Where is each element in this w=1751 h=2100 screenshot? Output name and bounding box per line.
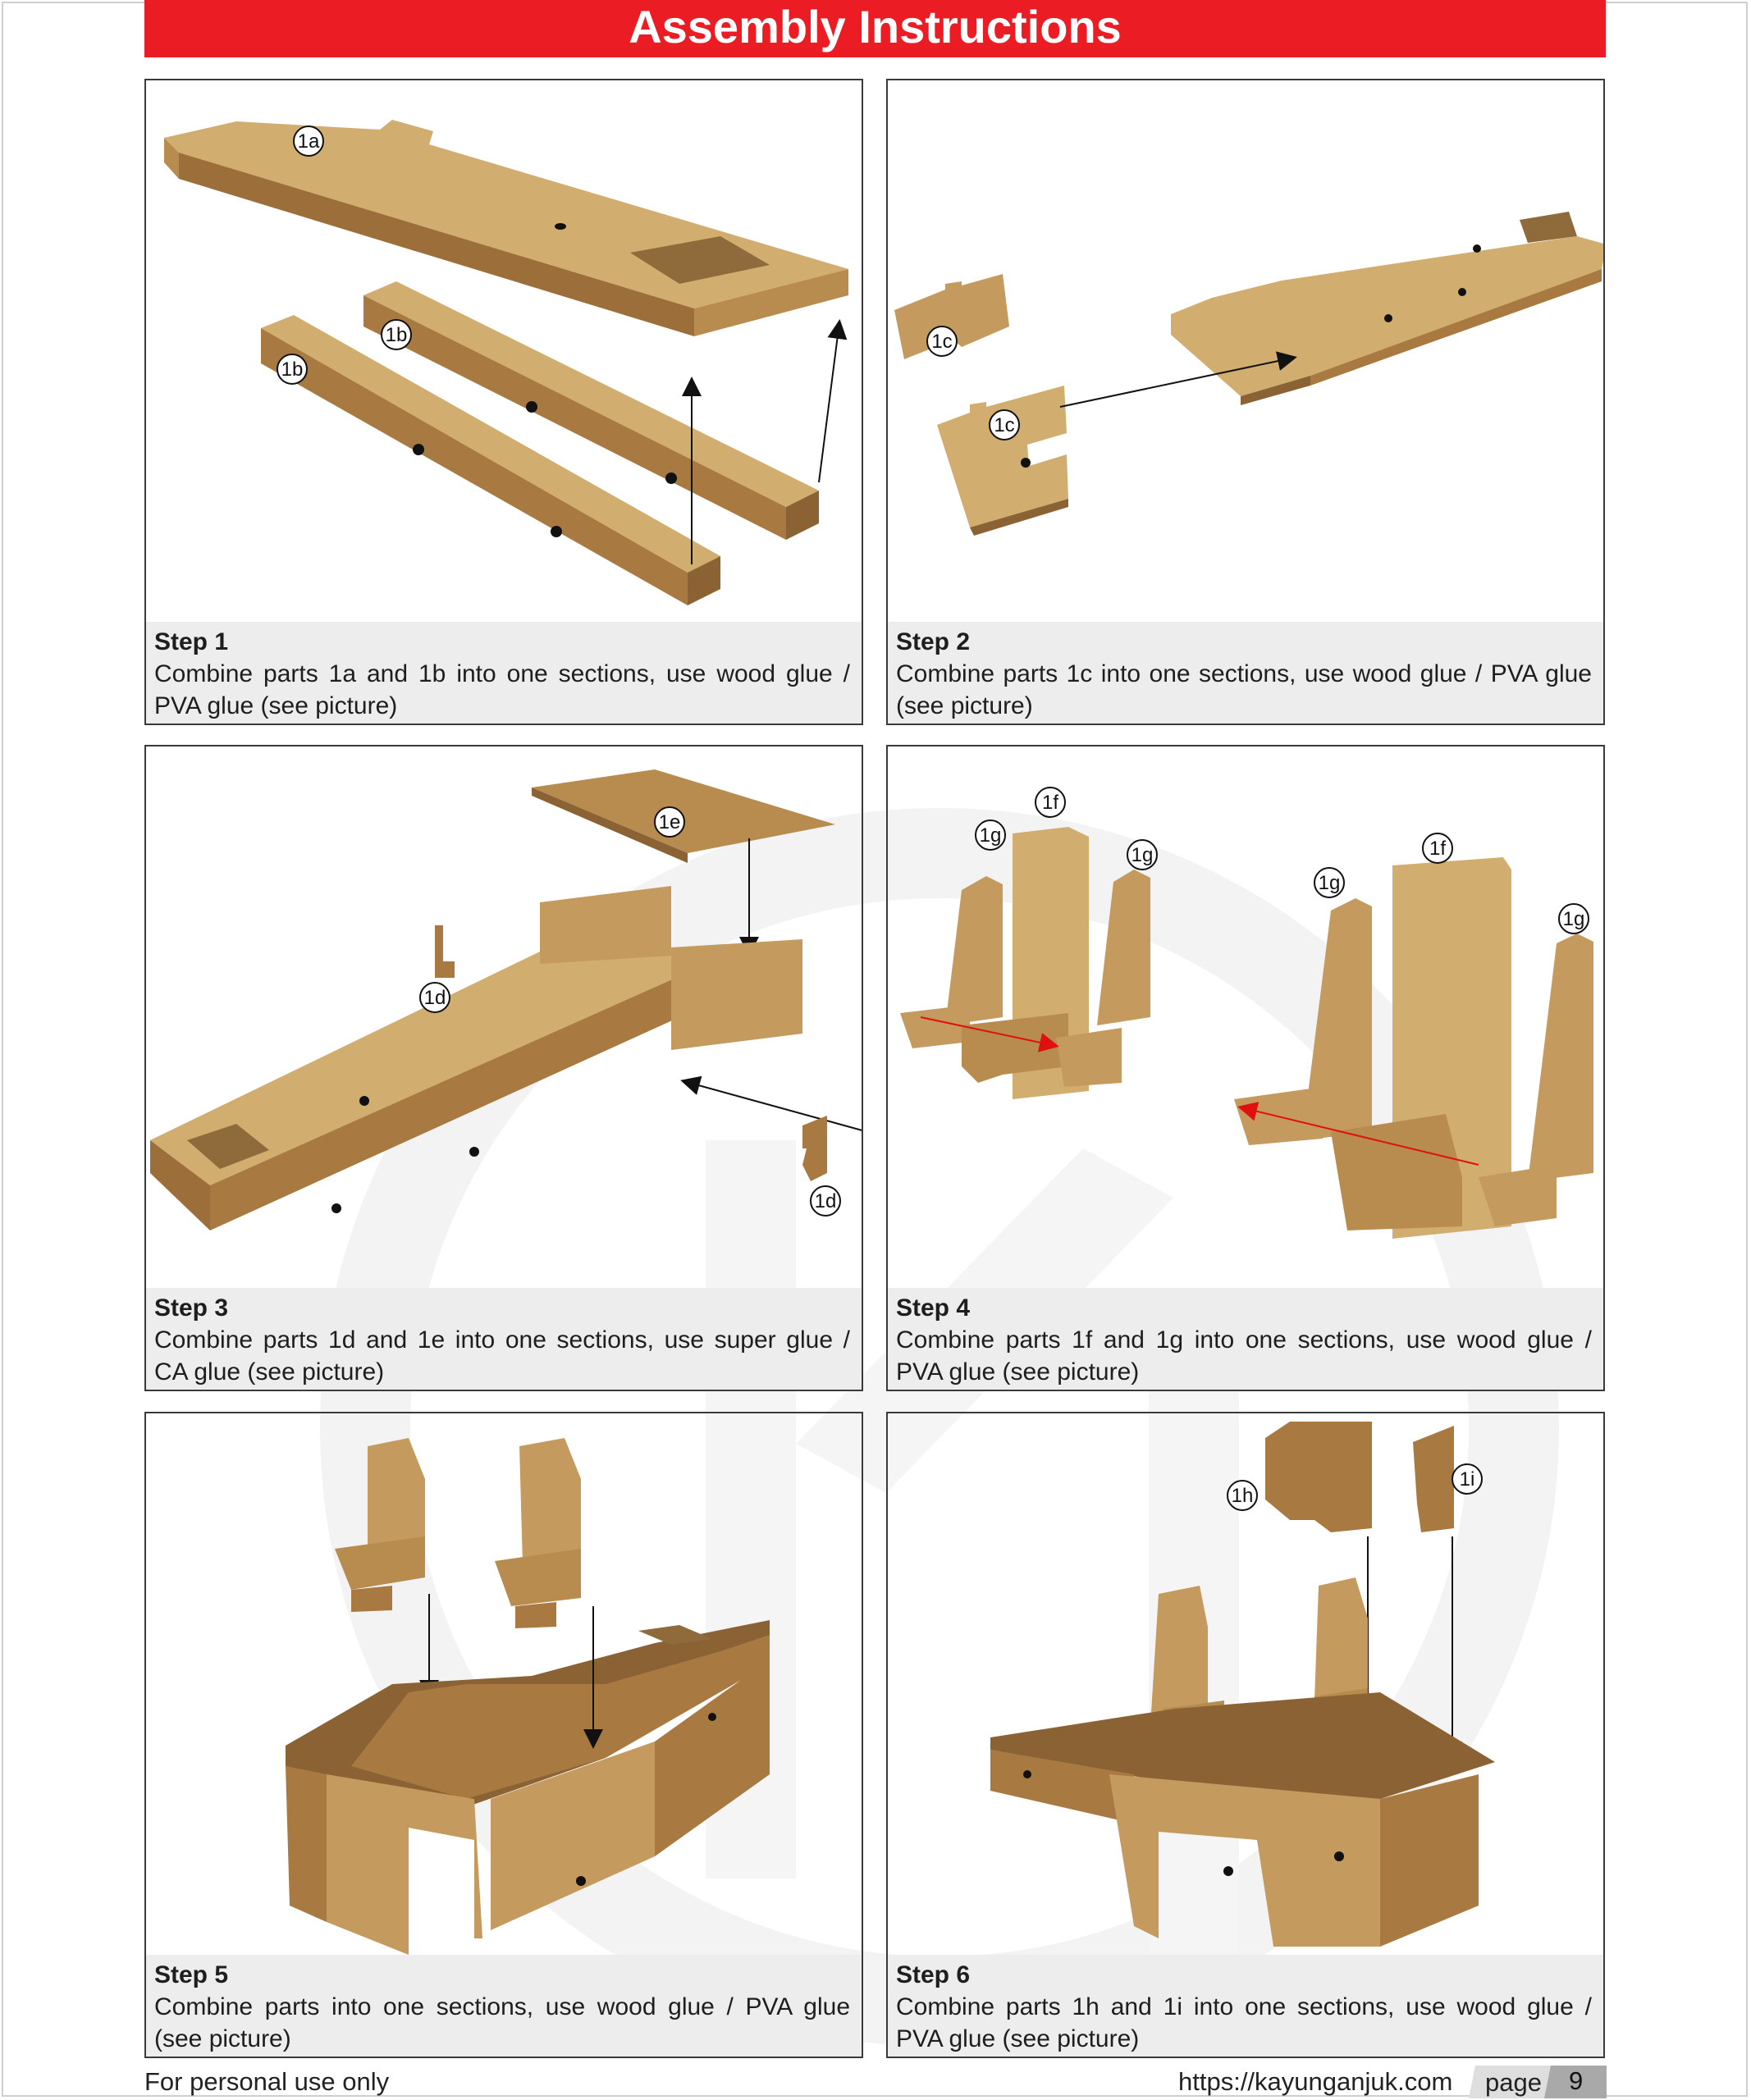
step-2-description: Combine parts 1c into one sections, use wood glue / PVA glue (see picture) [896,660,1592,719]
page-title: Assembly Instructions [144,0,1606,57]
step-5-caption [146,1955,862,2057]
step-1-part-label-2 [382,320,411,349]
step-6-description: Combine parts 1h and 1i into one sections, use wood glue / PVA glue (see picture) [896,1993,1592,2052]
step-2-caption [888,622,1603,724]
step-2-part-label-2 [990,410,1019,440]
step-3-panel [144,745,863,1391]
step-5-title: Step 5 [154,1961,229,1988]
footer-url-link[interactable]: https://kayunganjuk.com [1178,2067,1453,2096]
page-number: 9 [1569,2066,1584,2095]
step-5-description: Combine parts into one sections, use wood glue / PVA glue (see picture) [154,1993,850,2052]
svg-text:1c: 1c [994,414,1015,436]
svg-text:1e: 1e [658,811,681,833]
svg-text:1g: 1g [979,824,1002,847]
step-2-panel [886,79,1605,725]
step-4-illustration [888,746,1603,1288]
step-1-description: Combine parts 1a and 1b into one sections, use wood glue / PVA glue (see picture) [154,660,850,719]
svg-text:1c: 1c [931,331,953,353]
step-1-part-label-1 [294,126,323,156]
svg-text:1g: 1g [1318,872,1341,894]
svg-text:1g: 1g [1562,908,1585,930]
step-5-illustration [146,1413,862,1955]
step-4-part-label-4 [1423,833,1452,863]
step-4-description: Combine parts 1f and 1g into one sections, use wood glue / PVA glue (see picture) [896,1326,1592,1386]
step-6-panel [886,1412,1605,2058]
svg-text:1a: 1a [297,130,320,153]
step-3-part-label-1 [655,807,684,837]
step-4-part-label-6 [1559,904,1589,934]
step-6-part-label-2 [1452,1464,1482,1494]
step-1-panel [144,79,863,725]
step-4-part-label-2 [976,820,1005,850]
footer-note: For personal use only [144,2067,390,2096]
step-4-part-label-3 [1127,840,1157,870]
step-3-illustration [146,746,862,1288]
page-label: page [1485,2068,1542,2097]
step-3-part-label-2 [420,983,450,1012]
step-1-title: Step 1 [154,628,229,655]
step-4-caption [888,1288,1603,1390]
svg-text:1b: 1b [281,358,304,381]
step-6-illustration [888,1413,1603,1955]
step-2-title: Step 2 [896,628,971,655]
step-3-caption [146,1288,862,1390]
step-4-panel [886,745,1605,1391]
step-2-illustration [888,80,1603,622]
svg-text:1d: 1d [814,1190,837,1212]
svg-text:1b: 1b [385,324,408,346]
svg-text:1f: 1f [1041,792,1059,814]
step-2-part-label-1 [927,326,957,356]
step-4-title: Step 4 [896,1294,971,1322]
step-1-part-label-3 [277,354,307,384]
step-3-description: Combine parts 1d and 1e into one sections, use super glue / CA glue (see picture) [154,1326,850,1386]
step-6-part-label-1 [1228,1481,1257,1510]
svg-text:1g: 1g [1131,844,1154,866]
step-4-part-label-1 [1036,788,1065,817]
step-1-illustration [146,80,862,622]
step-1-caption [146,622,862,724]
step-3-title: Step 3 [154,1294,229,1322]
step-6-title: Step 6 [896,1961,971,1988]
svg-text:1f: 1f [1429,838,1447,860]
svg-text:1d: 1d [423,987,446,1009]
step-3-part-label-3 [811,1186,840,1216]
step-4-part-label-5 [1314,868,1344,897]
svg-text:1h: 1h [1231,1485,1254,1507]
svg-text:1i: 1i [1459,1468,1475,1491]
step-6-caption [888,1955,1603,2057]
step-5-panel [144,1412,863,2058]
